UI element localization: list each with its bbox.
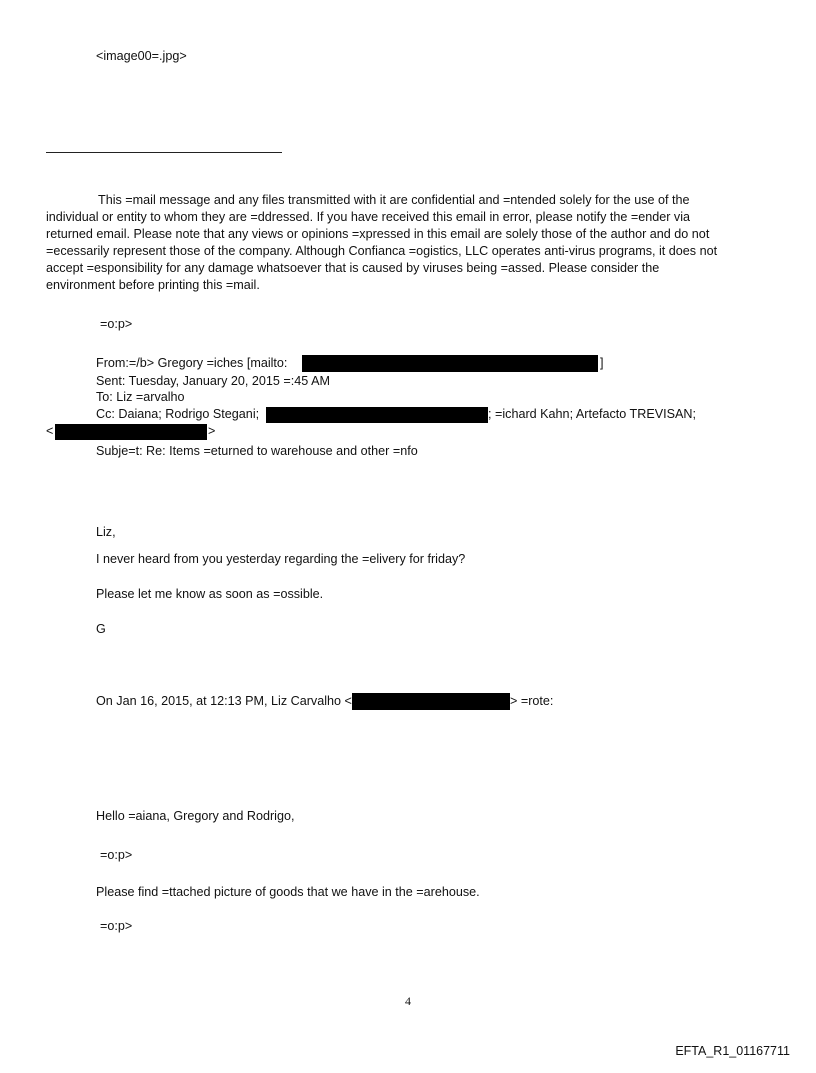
cc-line: Cc: Daiana; Rodrigo Stegani; bbox=[96, 407, 260, 421]
op-tag: =o:p> bbox=[100, 317, 133, 331]
greeting: Liz, bbox=[96, 525, 116, 539]
disclaimer-line: =ecessarily represent those of the company. Although Confianca =ogistics, LLC operates anti-virus programs, it does not bbox=[46, 244, 718, 258]
document-id: EFTA_R1_01167711 bbox=[675, 1044, 790, 1058]
cc-open: < bbox=[46, 424, 54, 438]
disclaimer-line: individual or entity to whom they are =ddressed. If you have received this email in error, please notify the =ender via bbox=[46, 210, 691, 224]
redaction bbox=[302, 355, 598, 372]
disclaimer-line: accept =esponsibility for any damage whatsoever that is caused by viruses being =assed. Please consider the bbox=[46, 261, 660, 275]
subject-line: Subje=t: Re: Items =eturned to warehouse and other =nfo bbox=[96, 444, 418, 458]
op-tag: =o:p> bbox=[100, 919, 133, 933]
sent-line: Sent: Tuesday, January 20, 2015 =:45 AM bbox=[96, 374, 330, 388]
body-line: Please let me know as soon as =ossible. bbox=[96, 587, 324, 601]
hello-line: Hello =aiana, Gregory and Rodrigo, bbox=[96, 809, 295, 823]
divider bbox=[46, 152, 282, 153]
image-placeholder: <image00=.jpg> bbox=[96, 49, 187, 63]
body-line: I never heard from you yesterday regarding the =elivery for friday? bbox=[96, 552, 466, 566]
disclaimer-line: This =mail message and any files transmitted with it are confidential and =ntended solely for the use of the bbox=[98, 193, 690, 207]
from-line: From:=/b> Gregory =iches [mailto: bbox=[96, 356, 288, 370]
cc-line-rest: ; =ichard Kahn; Artefacto TREVISAN; bbox=[488, 407, 697, 421]
quote-intro: On Jan 16, 2015, at 12:13 PM, Liz Carvalho < bbox=[96, 694, 352, 708]
body-line: Please find =ttached picture of goods that we have in the =arehouse. bbox=[96, 885, 480, 899]
to-line: To: Liz =arvalho bbox=[96, 390, 185, 404]
disclaimer-line: environment before printing this =mail. bbox=[46, 278, 260, 292]
redaction bbox=[352, 693, 510, 710]
signature: G bbox=[96, 622, 106, 636]
op-tag: =o:p> bbox=[100, 848, 133, 862]
cc-close: > bbox=[208, 424, 216, 438]
disclaimer-line: returned email. Please note that any views or opinions =xpressed in this email are solely those of the author and do not bbox=[46, 227, 710, 241]
from-line-end: ] bbox=[600, 356, 604, 370]
redaction bbox=[55, 424, 207, 440]
quote-intro-end: > =rote: bbox=[510, 694, 554, 708]
redaction bbox=[266, 407, 488, 423]
page-number: 4 bbox=[405, 994, 411, 1008]
